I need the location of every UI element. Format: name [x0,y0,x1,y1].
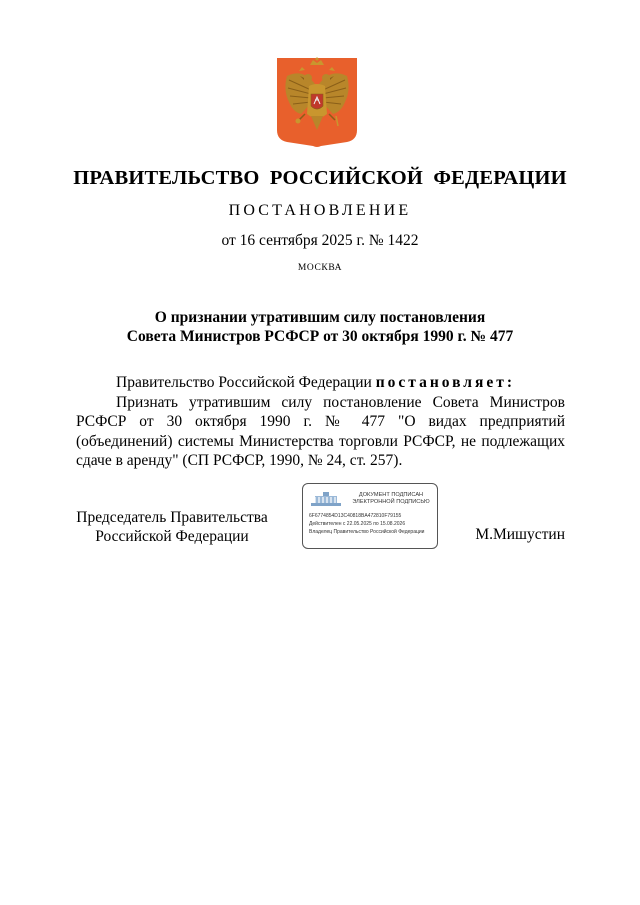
stamp-owner: Владелец Правительство Российской Федерации [309,529,425,535]
government-building-icon [310,491,342,507]
electronic-signature-stamp [302,483,438,549]
coat-of-arms-emblem [275,56,359,148]
main-paragraph: Признать утратившим силу постановление Совета Министров РСФСР от 30 октября 1990 г. № 477 "О видах предприятий (объединений) системы Министерства торговли РСФСР, не подлежащих сдаче в аренду" (СП РСФСР, 1990, № 24, ст. 257). [76,394,565,469]
signer-position-line-1: Председатель Правительства [76,509,268,526]
city-name: МОСКВА [297,263,343,273]
stamp-heading [347,492,435,506]
signer-position [76,508,268,546]
decree-date-number: от 16 сентября 2025 г. № 1422 [221,232,419,249]
decree-title [0,308,640,346]
document-type: ПОСТАНОВЛЕНИЕ [228,202,412,219]
stamp-validity: Действителен с 22.05.2025 по 15.08.2026 [309,521,406,527]
government-title: ПРАВИТЕЛЬСТВО РОССИЙСКОЙ ФЕДЕРАЦИИ [73,167,567,189]
intro-paragraph [76,373,565,392]
decree-title-line-1: О признании утратившим силу постановления [154,309,486,326]
stamp-certificate: 6F6774854D13C40818BA472810F79155 [309,513,402,519]
intro-text: Правительство Российской Федерации [116,374,372,391]
intro-verb: постановляет: [375,374,516,391]
signer-position-line-2: Российской Федерации [95,528,249,545]
stamp-heading-line-2: ЭЛЕКТРОННОЙ ПОДПИСЬЮ [352,499,430,505]
decree-title-line-2: Совета Министров РСФСР от 30 октября 1990 г. № 477 [126,328,514,345]
stamp-heading-line-1: ДОКУМЕНТ ПОДПИСАН [358,492,424,498]
signer-name: М.Мишустин [475,526,565,543]
